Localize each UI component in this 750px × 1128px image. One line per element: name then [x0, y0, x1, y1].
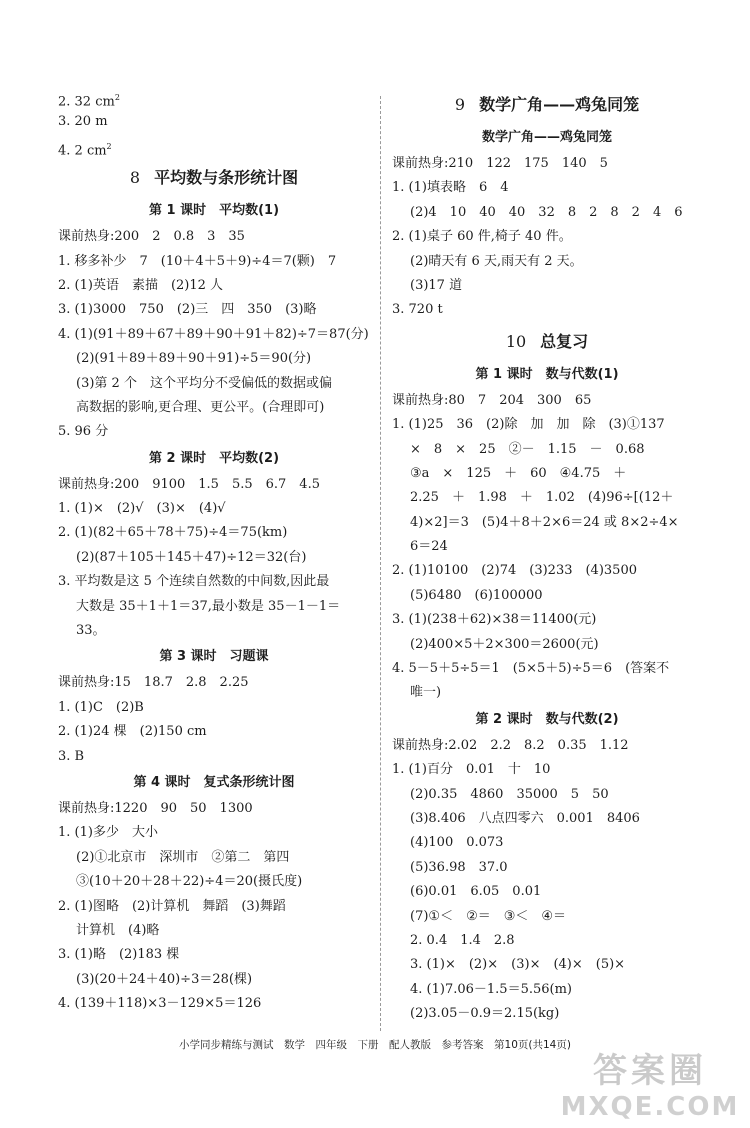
answer-line: 3. 720 t	[392, 302, 443, 318]
answer-line: 课前热身:200 9100 1.5 5.5 6.7 4.5	[58, 476, 320, 492]
answer-line: (2)①北京市 深圳市 ②第二 第四	[76, 849, 290, 865]
answer-line: ③a × 125 ＋ 60 ④4.75 ＋	[410, 465, 627, 481]
answer-line: 1. 移多补少 7 (10＋4＋5＋9)÷4＝7(颗) 7	[58, 253, 337, 269]
answer-line: 6＝24	[410, 539, 448, 555]
lesson-1-title: 第 1 课时 平均数(1)	[148, 203, 280, 219]
answer-line: 3. (1)× (2)× (3)× (4)× (5)×	[410, 957, 626, 973]
answer-line: 1. (1)百分 0.01 十 10	[392, 762, 551, 778]
answer-line: 4. 5－5＋5÷5＝1 (5×5＋5)÷5＝6 (答案不	[392, 661, 670, 677]
answer-line: 大数是 35＋1＋1＝37,最小数是 35－1－1＝	[76, 598, 341, 614]
answer-line: 1. (1)× (2)√ (3)× (4)√	[58, 501, 226, 517]
answer-line: 课前热身:15 18.7 2.8 2.25	[58, 675, 249, 691]
answer-line: ③(10＋20＋28＋22)÷4＝20(摄氏度)	[76, 874, 303, 890]
answer-line: 2. (1)桌子 60 件,椅子 40 件。	[392, 229, 572, 245]
answer-line: (4)100 0.073	[410, 835, 504, 851]
answer-line: 3. (1)(238＋62)×38＝11400(元)	[392, 612, 597, 628]
answer-line: 4. (139＋118)×3－129×5＝126	[58, 996, 262, 1012]
answer-line: (3)8.406 八点四零六 0.001 8406	[410, 810, 640, 826]
answer-line: 3. B	[58, 748, 85, 764]
answer-line: 2. (1)(82＋65＋78＋75)÷4＝75(km)	[58, 525, 288, 541]
answer-line: 3. (1)3000 750 (2)三 四 350 (3)略	[58, 302, 317, 318]
answer-line: (2)4 10 40 40 32 8 2 8 2 4 6	[410, 204, 683, 220]
answer-line: (2)400×5＋2×300＝2600(元)	[410, 636, 599, 652]
lesson-4-title: 第 4 课时 复式条形统计图	[133, 774, 295, 790]
answer-line: 2. (1)24 棵 (2)150 cm	[58, 724, 207, 740]
watermark-url: MXQE.COM	[560, 1092, 740, 1122]
answer-line: (2)0.35 4860 35000 5 50	[410, 786, 609, 802]
answer-line: 课前热身:200 2 0.8 3 35	[58, 229, 245, 245]
answer-line: (2)(87＋105＋145＋47)÷12＝32(台)	[76, 549, 307, 565]
answer-line: 高数据的影响,更合理、更公平。(合理即可)	[76, 399, 325, 415]
page-footer: 小学同步精练与测试 数学 四年级 下册 配人教版 参考答案 第10页(共14页)	[179, 1039, 571, 1051]
answer-line: 33。	[76, 623, 106, 639]
answer-line: 4)×2]＝3 (5)4＋8＋2×6＝24 或 8×2÷4×	[410, 514, 679, 530]
answer-line: (7)①＜ ②＝ ③＜ ④＝	[410, 908, 567, 924]
right-column	[392, 86, 702, 1027]
left-column	[58, 86, 370, 1017]
answer-line: 2. (1)英语 素描 (2)12 人	[58, 277, 224, 293]
watermark-logo: 答案圈	[593, 1051, 707, 1091]
review-lesson-2-title: 第 2 课时 数与代数(2)	[475, 711, 619, 727]
answer-line: (2)3.05－0.9＝2.15(kg)	[410, 1006, 560, 1022]
answer-line: 2. 0.4 1.4 2.8	[410, 932, 515, 948]
answer-line: 4. (1)7.06－1.5＝5.56(m)	[410, 981, 572, 997]
answer-line: 课前热身:210 122 175 140 5	[392, 156, 608, 171]
answer-line: 2. 32 $cm^2$	[58, 93, 120, 110]
answer-line: 课前热身:1220 90 50 1300	[58, 800, 253, 816]
answer-line: 1. (1)25 36 (2)除 加 加 除 (3)①137	[392, 417, 665, 433]
answer-line: 3. 平均数是这 5 个连续自然数的中间数,因此最	[58, 574, 330, 590]
answer-line: (2)(91＋89＋89＋90＋91)÷5＝90(分)	[76, 351, 312, 367]
answer-line: (5)6480 (6)100000	[410, 587, 543, 603]
answer-line: (5)36.98 37.0	[410, 859, 508, 875]
lesson-2-title: 第 2 课时 平均数(2)	[148, 450, 280, 466]
answer-line: (3)17 道	[410, 277, 463, 293]
chapter-10-heading: 10 总复习	[505, 331, 589, 351]
answer-line: 1. (1)多少 大小	[58, 825, 158, 841]
answer-line: 课前热身:2.02 2.2 8.2 0.35 1.12	[392, 737, 629, 753]
lesson-3-title: 第 3 课时 习题课	[159, 649, 269, 665]
answer-line: 5. 96 分	[58, 424, 109, 440]
watermark	[560, 1050, 740, 1124]
column-divider	[380, 96, 381, 1031]
answer-line: 1. (1)填表略 6 4	[392, 180, 509, 196]
answer-line: × 8 × 25 ②－ 1.15 － 0.68	[410, 441, 645, 457]
answer-line: 2. (1)图略 (2)计算机 舞蹈 (3)舞蹈	[58, 898, 286, 914]
answer-line: (3)(20＋24＋40)÷3＝28(棵)	[76, 971, 253, 987]
answer-line: 1. (1)C (2)B	[58, 699, 144, 715]
answer-line: 4. (1)(91＋89＋67＋89＋90＋91＋82)÷7＝87(分)	[58, 326, 369, 342]
answer-line: 唯一)	[410, 685, 442, 701]
answer-line: (2)晴天有 6 天,雨天有 2 天。	[410, 253, 583, 269]
answer-line: 3. 20 m	[58, 114, 108, 130]
answer-line: 3. (1)略 (2)183 棵	[58, 947, 180, 963]
answer-line: 4. 2 $cm^2$	[58, 141, 112, 159]
chapter-8-heading: 8 平均数与条形统计图	[129, 168, 299, 188]
answer-line: 2.25 ＋ 1.98 ＋ 1.02 (4)96÷[(12＋	[410, 490, 674, 506]
answer-line: (3)第 2 个 这个平均分不受偏低的数据或偏	[76, 375, 332, 391]
answer-line: 课前热身:80 7 204 300 65	[392, 392, 592, 408]
answer-line: (6)0.01 6.05 0.01	[410, 884, 542, 900]
review-lesson-1-title: 第 1 课时 数与代数(1)	[475, 366, 619, 382]
chapter-9-subtitle: 数学广角——鸡兔同笼	[481, 130, 612, 145]
answer-line: 计算机 (4)略	[76, 922, 160, 938]
answer-line: 2. (1)10100 (2)74 (3)233 (4)3500	[392, 563, 637, 579]
chapter-9-heading: 9 数学广角——鸡兔同笼	[454, 95, 640, 114]
